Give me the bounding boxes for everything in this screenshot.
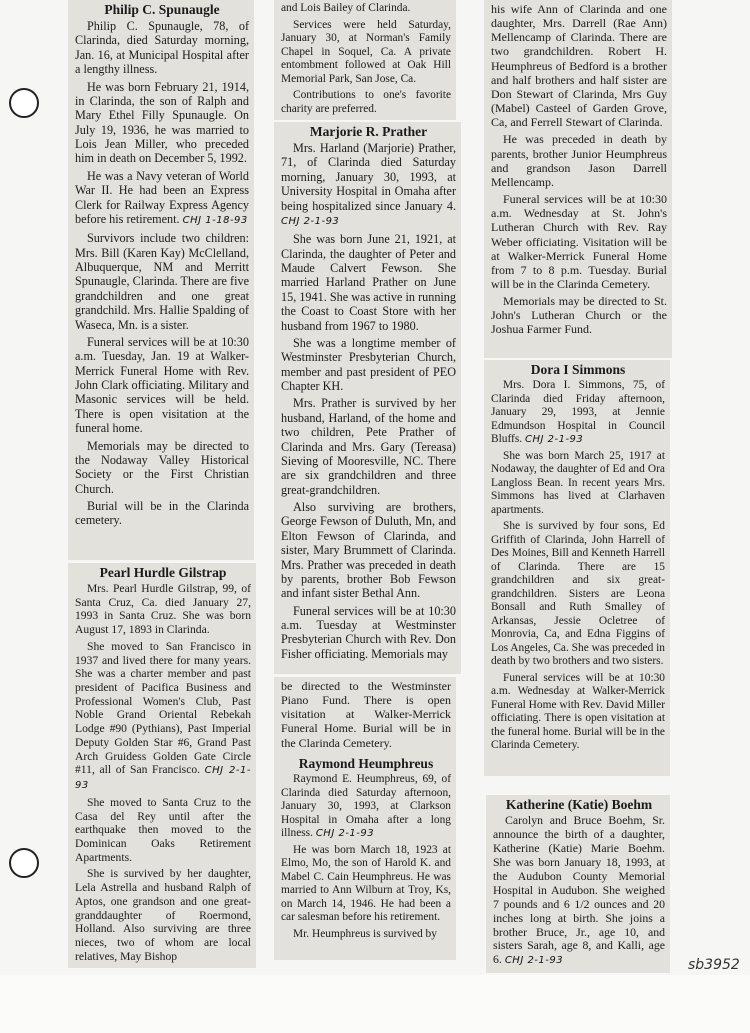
- obituary-paragraph: his wife Ann of Clarinda and one daughter, Mrs. Darrell (Rae Ann) Mellencamp of Clarinda. There are two grandchildren. Robert H. Heumphreus of Bedford is a brother and half brothers and half sister are Don Stewart of Clarinda, Mrs Guy (Mabel) Casteel of Garden Grove, Ca, and Ferrell Stewart of Clarinda.: [491, 2, 667, 130]
- obituary-heading: Marjorie R. Prather: [309, 124, 428, 139]
- obituary-philip-spunaugle: [68, 0, 254, 560]
- obituary-heading: Raymond Heumphreus: [298, 756, 434, 771]
- obituary-paragraph: She moved to San Francisco in 1937 and lived there for many years. She was a charter member and past president of Pacifica Business and Professional Women's Club, Past Noble Grand Oriental Rebekah Lodge #90 (Pythians), Past Imperial Deputy Golden Star #6, Grand Past Arch Gruidess Golden Gate Circle #11, all of San Francisco. CHJ 2-1-93: [75, 639, 251, 792]
- obituary-paragraph: She was born March 25, 1917 at Nodaway, the daughter of Ed and Ora Langloss Bean. In recent years Mrs. Simmons has lived at Clarhaven apartments.: [491, 449, 665, 516]
- obituary-paragraph: He was preceded in death by parents, brother Junior Heumphreus and grandson Jason Darrell Mellencamp.: [491, 132, 667, 189]
- obituary-paragraph: He was a Navy veteran of World War II. He had been an Express Clerk for Railway Express Agency before his retirement. CHJ 1-18-93: [75, 168, 249, 226]
- obituary-paragraph: Services were held Saturday, January 30, at Norman's Family Chapel in Soquel, Ca. A private entombment followed at Oak Hill Memorial Park, San Jose, Ca.: [281, 18, 451, 85]
- page-catalog-tag: sb3952: [688, 957, 740, 973]
- announcement-heading: Katherine (Katie) Boehm: [505, 797, 653, 812]
- obituary-pearl-gilstrap: [68, 563, 256, 968]
- obituary-paragraph: Also surviving are brothers, George Fewson of Duluth, Mn, and Elton Fewson of Clarinda, and sister, Mary Brummett of Clarinda. Mrs. Prather was preceded in death by parents, brother Bob Fewson and infant sister Bethal Ann.: [281, 500, 456, 601]
- obituary-paragraph: Funeral services will be at 10:30 a.m. Tuesday at Westminster Presbyterian Church with Rev. Don Fisher officiating. Memorials may: [281, 603, 456, 661]
- handwritten-date-note: CHJ 2-1-93: [504, 955, 564, 967]
- obituary-paragraph: She is survived by four sons, Ed Griffith of Clarinda, John Harrell of Des Moines, Bill and Kenneth Harrell of Clarinda. There are 15 grandchildren and six great-grandchildren. Sisters are Leona Bonsall and Ruth Smalley of Arkansas, Jessie Ocletree of Monrovia, Ca, and Edna Figgins of Los Angeles, Ca. She was preceded in death by two brothers and two sisters.: [491, 520, 665, 667]
- obituary-heading: Philip C. Spunaugle: [104, 2, 220, 17]
- handwritten-date-note: CHJ 1-18-93: [182, 214, 248, 226]
- obituary-paragraph: He was born February 21, 1914, in Clarinda, the son of Ralph and Mary Ethel Filly Spunaugle. On July 19, 1936, he was married to Lois Jean Miller, who preceded him in death on December 5, 1992.: [75, 79, 249, 166]
- handwritten-date-note: CHJ 2-1-93: [75, 765, 251, 792]
- obituary-paragraph: Burial will be in the Clarinda cemetery.: [75, 499, 249, 528]
- obituary-paragraph: Memorials may be directed to St. John's Lutheran Church or the Joshua Farmer Fund.: [491, 294, 667, 337]
- handwritten-date-note: CHJ 2-1-93: [524, 434, 584, 445]
- obituary-dora-simmons: [484, 360, 670, 776]
- obituary-paragraph: She is survived by her daughter, Lela Astrella and husband Ralph of Aptos, one grandson and one great-granddaughter of Roermond, Holland. Also surviving are three nieces, two of whom are local relatives, May Bishop: [75, 867, 251, 963]
- obituary-paragraph: Survivors include two children: Mrs. Bill (Karen Kay) McClelland, Albuquerque, NM and Merritt Spunaugle, Clarinda. There are five grandchildren and one great grandchild. Mrs. Hallie Spalding of Waseca, Mn. is a sister.: [75, 231, 249, 332]
- obituary-paragraph: Mrs. Prather is survived by her husband, Harland, of the home and two children, Pete Prather of Clarinda and Mrs. Gary (Tereasa) Sieving of Mooresville, NC. There are six grandchildren and three great-grandchildren.: [281, 396, 456, 497]
- binder-hole-top: [9, 88, 39, 118]
- obituary-paragraph: He was born March 18, 1923 at Elmo, Mo, the son of Harold K. and Mabel C. Cain Heumphreus. He was married to Ann Wilburn at Troy, Ks, on March 14, 1946. He had been a car salesman before his retirement.: [281, 843, 451, 923]
- obituary-paragraph: She moved to Santa Cruz to the Casa del Rey until after the earthquake then moved to the Dominican Oaks Retirement Apartments.: [75, 795, 251, 864]
- obituary-raymond-heumphreus: [274, 754, 456, 960]
- obituary-paragraph: Memorials may be directed to the Nodaway Valley Historical Society or the First Christian Church.: [75, 438, 249, 496]
- obituary-paragraph: Mrs. Harland (Marjorie) Prather, 71, of Clarinda died Saturday morning, January 30, 1993, at University Hospital in Omaha after being hospitalized since January 4. CHJ 2-1-93: [281, 141, 456, 227]
- obituary-paragraph: Mrs. Pearl Hurdle Gilstrap, 99, of Santa Cruz, Ca. died January 27, 1993 in Santa Cruz. She was born August 17, 1893 in Clarinda.: [75, 582, 251, 637]
- obituary-paragraph: Mr. Heumphreus is survived by: [293, 927, 437, 940]
- obituary-heading: Pearl Hurdle Gilstrap: [99, 565, 227, 580]
- obituary-paragraph: Philip C. Spunaugle, 78, of Clarinda, died Saturday morning, Jan. 16, at Municipal Hospital after a lengthy illness.: [75, 19, 249, 77]
- announcement-paragraph: Carolyn and Bruce Boehm, Sr. announce the birth of a daughter, Katherine (Katie) Marie Boehm. She was born January 18, 1993, at the Audubon County Memorial Hospital in Audubon. She weighed 7 pounds and 6 1/2 ounces and 20 inches long at birth. She joins a brother Bruce, Jr., age 10, and sisters Sarah, age 8, and Kalli, age 6. CHJ 2-1-93: [493, 813, 665, 967]
- obituary-marjorie-prather: [274, 122, 461, 674]
- obituary-paragraph: Raymond E. Heumphreus, 69, of Clarinda died Saturday afternoon, January 30, 1993, at Clarkson Hospital in Omaha after a long illness. CHJ 2-1-93: [281, 773, 451, 839]
- obituary-paragraph: be directed to the Westminster Piano Fund. There is open visitation at Walker-Merrick Funeral Home. Burial will be in the Clarinda Cemetery.: [281, 679, 451, 750]
- page-bottom-margin: [0, 975, 750, 1033]
- birth-announcement-katherine-boehm: [486, 795, 670, 973]
- obituary-heading: Dora I Simmons: [530, 362, 626, 377]
- obituary-pearl-gilstrap-continued: [274, 0, 456, 120]
- obituary-marjorie-prather-continued: [274, 677, 456, 754]
- obituary-paragraph: Mrs. Dora I. Simmons, 75, of Clarinda died Friday afternoon, January 29, 1993, at Jennie Edmundson Hospital in Council Bluffs. CHJ 2-1-93: [491, 379, 665, 445]
- obituary-paragraph: Contributions to one's favorite charity are preferred.: [281, 89, 451, 115]
- obituary-paragraph: She was a longtime member of Westminster Presbyterian Church, member and past president of PEO Chapter KH.: [281, 335, 456, 393]
- obituary-paragraph: Funeral services will be at 10:30 a.m. Tuesday, Jan. 19 at Walker-Merrick Funeral Home with Rev. John Clark officiating. Military and Masonic services will be held. There is open visitation at the funeral home.: [75, 334, 249, 436]
- binder-hole-bottom: [9, 848, 39, 878]
- obituary-raymond-heumphreus-continued: [484, 0, 672, 358]
- obituary-paragraph: She was born June 21, 1921, at Clarinda, the daughter of Peter and Maude Calvert Fewson. She married Harland Prather on June 15, 1941. She was active in running the Coast to Coast Store with her husband from 1967 to 1980.: [281, 232, 456, 333]
- obituary-paragraph: Funeral services will be at 10:30 a.m. Wednesday at St. John's Lutheran Church with Rev. Ray Weber officiating. Visitation will be at Walker-Merrick Funeral Home from 7 to 8 p.m. Tuesday. Burial will be in the Clarinda Cemetery.: [491, 192, 667, 291]
- handwritten-date-note: CHJ 2-1-93: [315, 828, 375, 839]
- obituary-paragraph: and Lois Bailey of Clarinda.: [281, 2, 411, 14]
- handwritten-date-note: CHJ 2-1-93: [281, 215, 340, 227]
- obituary-paragraph: Funeral services will be at 10:30 a.m. Wednesday at Walker-Merrick Funeral Home with Rev. David Miller officiating. There is open visitation at the funeral home. Burial will be in the Clarinda Cemetery.: [491, 671, 665, 751]
